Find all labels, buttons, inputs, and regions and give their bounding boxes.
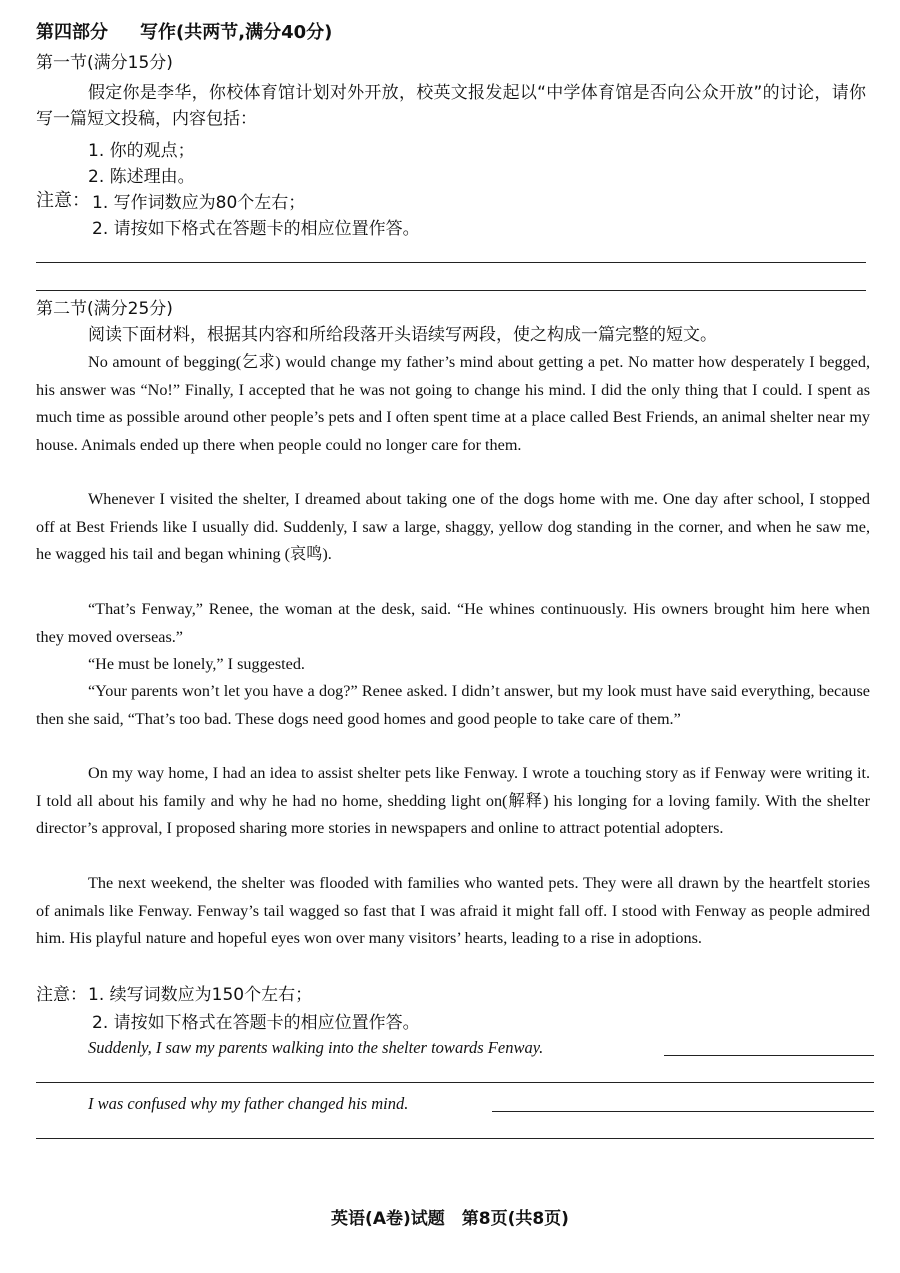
continuation-starter-2: I was confused why my father changed his mind. [88,1094,409,1113]
part-heading: 写作(共两节,满分40分) [140,22,333,43]
starter1-answer-blank [664,1055,874,1056]
starter2-answer-blank [492,1111,874,1112]
continuation-starter-1: Suddenly, I saw my parents walking into the shelter towards Fenway. [88,1038,544,1057]
section1-note-label: 注意： [36,190,90,211]
starter1-answer-line [36,1082,874,1083]
section2-title: 第二节(满分25分) [36,299,173,319]
passage-paragraph: Whenever I visited the shelter, I dreamed about taking one of the dogs home with me. One day after school, I stopped off at Best Friends like I usually did. Suddenly, I saw a large, shaggy, yellow dog standing in the corner, and when he saw me, he wagged his tail and began whining (哀鸣). [36,490,870,563]
section1-answer-line-1 [36,262,866,263]
section1-prompt: 假定你是李华，你校体育馆计划对外开放，校英文报发起以“中学体育馆是否向公众开放”的讨论，请你写一篇短文投稿，内容包括： [36,83,866,129]
section1-item-1: 1. 你的观点； [88,141,195,161]
section1-title: 第一节(满分15分) [36,53,173,73]
section2-note-2: 2. 请按如下格式在答题卡的相应位置作答。 [92,1013,420,1033]
passage-paragraph: The next weekend, the shelter was flooded with families who wanted pets. They were all drawn by the heartfelt stories of animals like Fenway. Fenway’s tail wagged so fast that I was afraid it might fall off. I stood with Fenway as people admired him. His playful nature and hopeful eyes won over many visitors’ hearts, leading to a rise in adoptions. [36,874,870,947]
section1-answer-line-2 [36,290,866,291]
part-title: 第四部分 [36,22,108,43]
page-footer: 英语(A卷)试题 第8页(共8页) [331,1209,569,1229]
passage-paragraph: On my way home, I had an idea to assist shelter pets like Fenway. I wrote a touching story as if Fenway were writing it. I told all about his family and why he had no home, shedding light on(解释) his longing for a loving family. With the shelter director’s approval, I proposed sharing more stories in newspapers and online to attract potential adopters. [36,764,870,837]
section1-note-2: 2. 请按如下格式在答题卡的相应位置作答。 [92,219,420,239]
passage-paragraph: “Your parents won’t let you have a dog?” Renee asked. I didn’t answer, but my look must have said everything, because then she said, “That’s too bad. These dogs need good homes and good people to take care of them.” [36,682,870,728]
section1-note-1: 1. 写作词数应为80个左右； [92,193,306,213]
section2-note-1: 1. 续写词数应为150个左右； [88,985,313,1005]
section1-item-2: 2. 陈述理由。 [88,167,195,187]
section2-note-label: 注意： [36,985,87,1005]
passage-paragraph: “That’s Fenway,” Renee, the woman at the desk, said. “He whines continuously. His owners brought him here when they moved overseas.” [36,600,870,646]
section2-instruction: 阅读下面材料，根据其内容和所给段落开头语续写两段，使之构成一篇完整的短文。 [88,325,717,345]
starter2-answer-line [36,1138,874,1139]
passage-paragraph: “He must be lonely,” I suggested. [88,655,305,673]
passage-paragraph: No amount of begging(乞求) would change my father’s mind about getting a pet. No matter how desperately I begged, his answer was “No!” Finally, I accepted that he was not going to change his mind. I did the only thing that I could. I spent as much time as possible around other people’s pets and I often spent time at a place called Best Friends, an animal shelter near my house. Animals ended up there when people could no longer care for them. [36,353,870,454]
